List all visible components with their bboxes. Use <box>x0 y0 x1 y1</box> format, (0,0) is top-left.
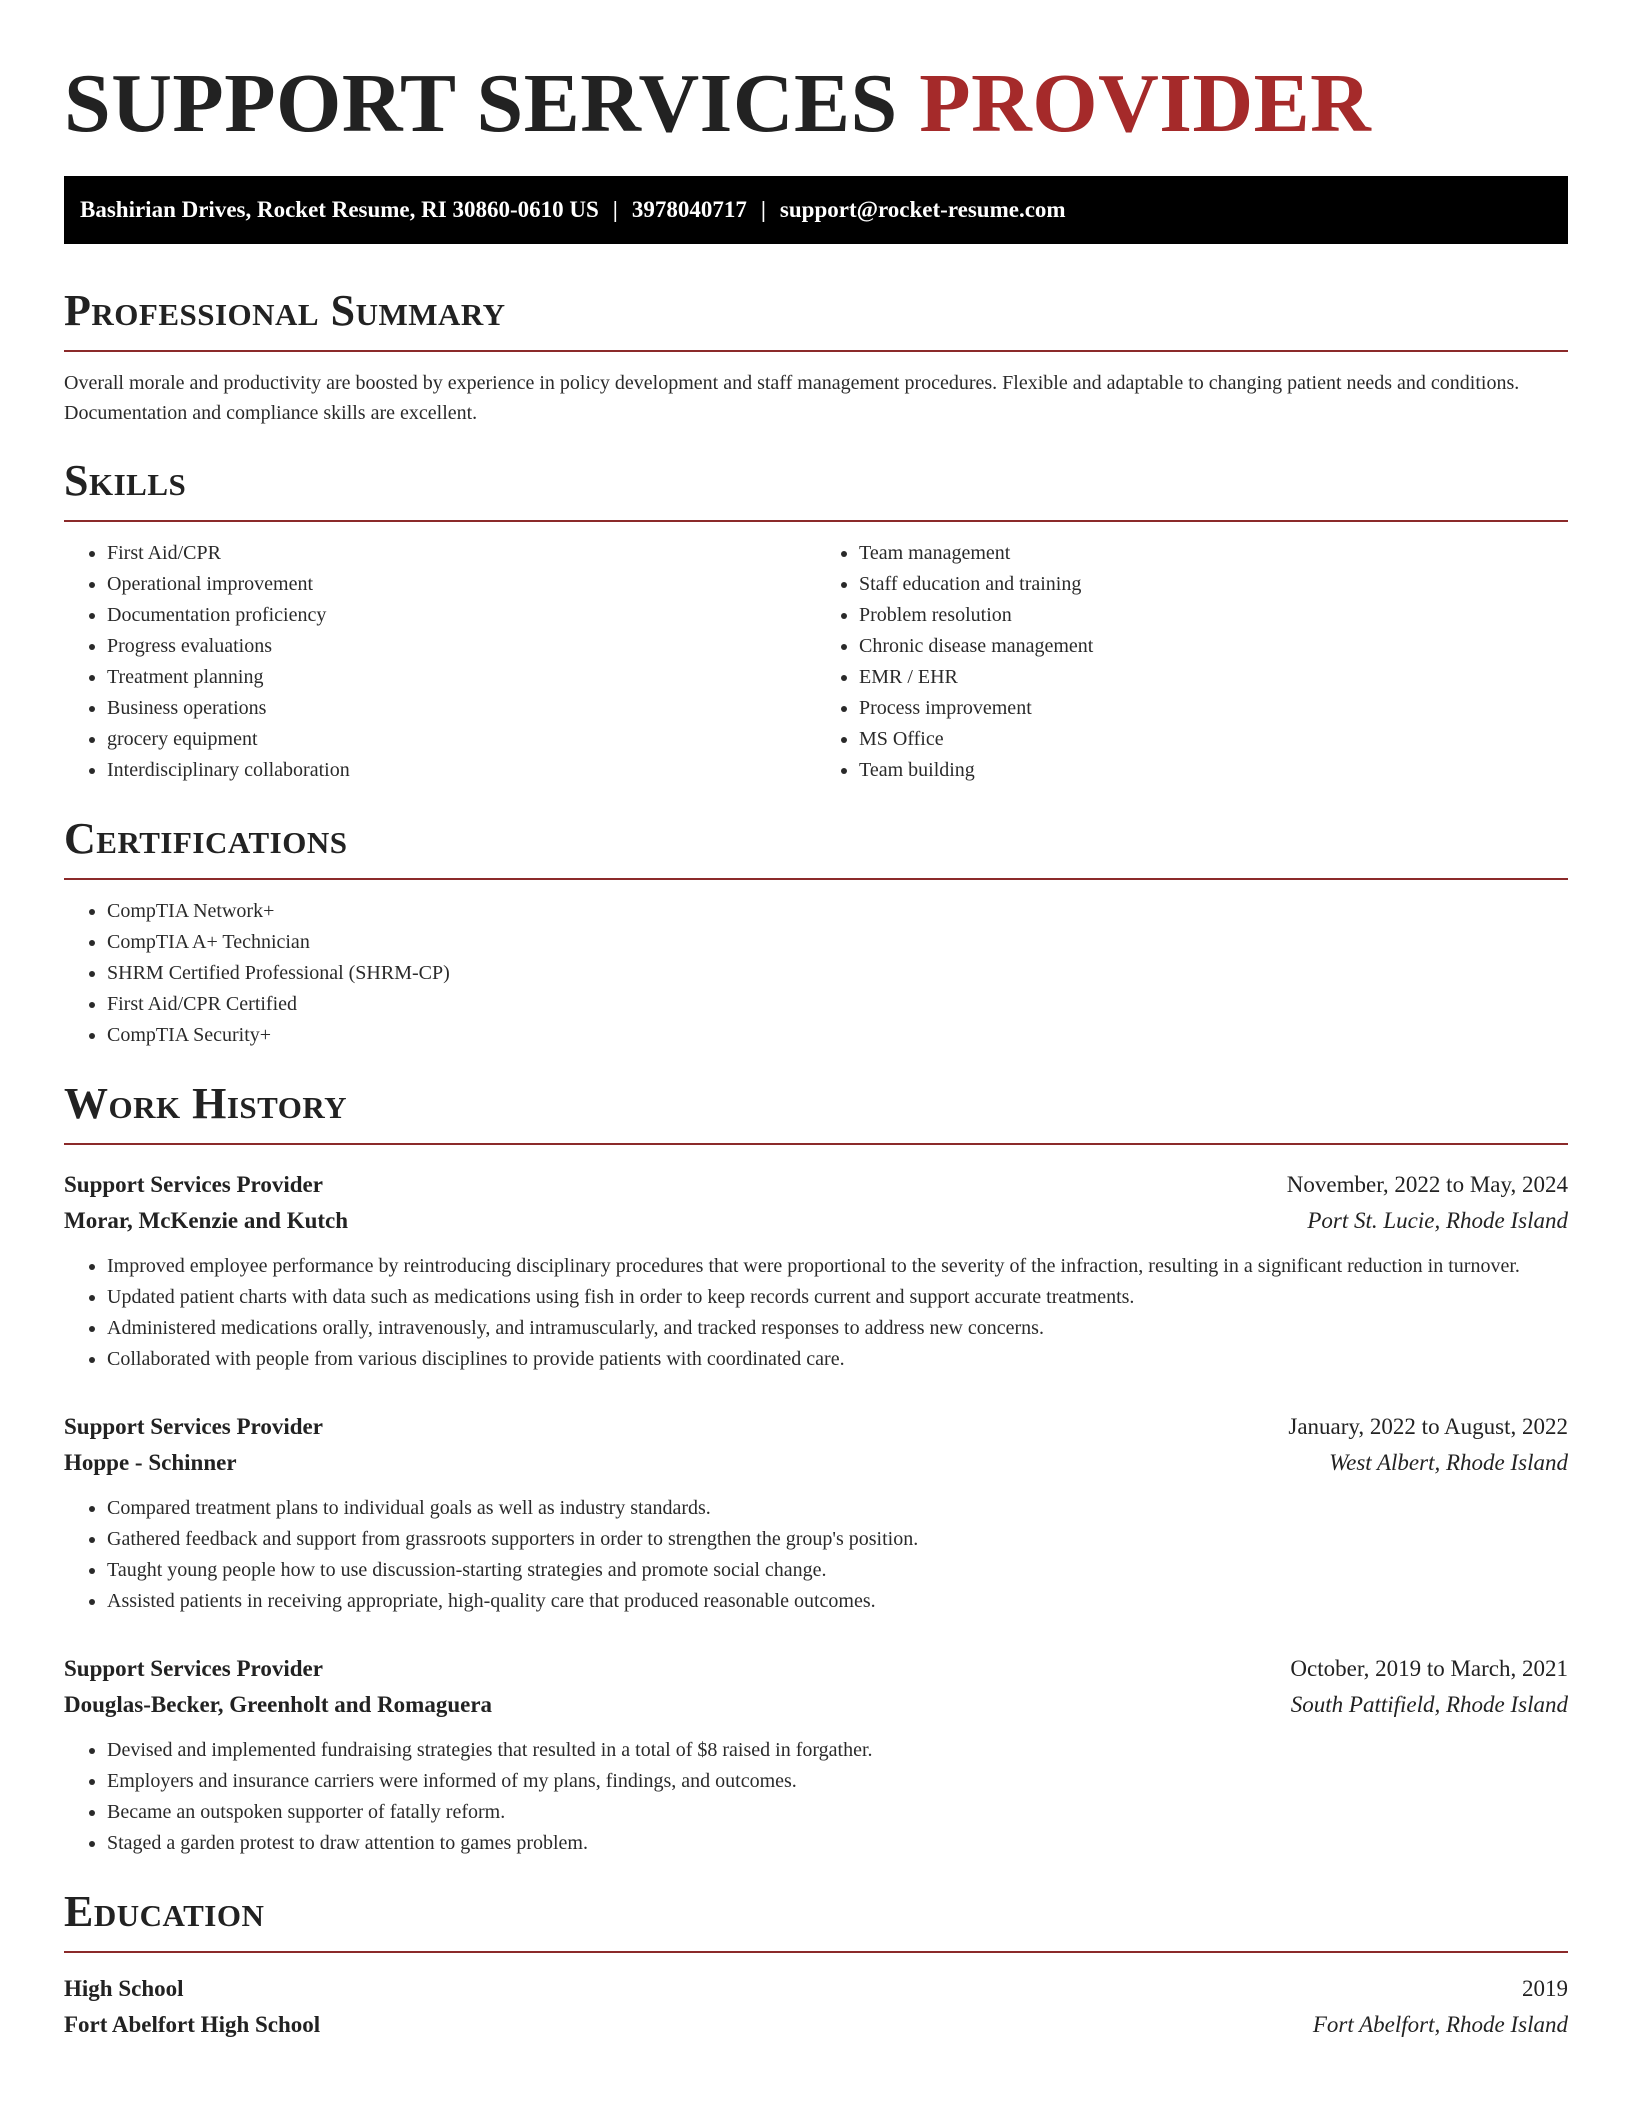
page-title <box>64 0 1568 150</box>
job-title-row <box>64 1409 1568 1445</box>
job-bullet: • Improved employee performance by reintroducing disciplinary procedures that were proportional to the severity of the infraction, resulting in a significant reduction in turnover. <box>107 1251 1568 1282</box>
job-title: Support Services Provider <box>64 1656 323 1681</box>
job-location: West Albert, Rhode Island <box>1329 1450 1568 1475</box>
skill-item: • First Aid/CPR <box>107 538 816 569</box>
job-title: Support Services Provider <box>64 1414 323 1439</box>
job-title-row <box>64 1167 1568 1203</box>
skill-item: • Process improvement <box>859 693 1568 724</box>
job-company-row <box>64 1445 1568 1481</box>
certification-item: • First Aid/CPR Certified <box>107 989 1568 1020</box>
job-bullet: • Devised and implemented fundraising strategies that resulted in a total of $8 raised in forgather. <box>107 1735 1568 1766</box>
education-location: Fort Abelfort, Rhode Island <box>1312 2012 1568 2037</box>
job-bullet: • Became an outspoken supporter of fatally reform. <box>107 1797 1568 1828</box>
job-bullet: • Compared treatment plans to individual goals as well as industry standards. <box>107 1493 1568 1524</box>
job-entry <box>64 1651 1568 1859</box>
certification-item: • CompTIA Network+ <box>107 896 1568 927</box>
summary-heading: Professional Summary <box>64 284 1568 352</box>
contact-separator: | <box>612 197 618 222</box>
skills-list-right <box>816 538 1568 786</box>
job-company: Douglas-Becker, Greenholt and Romaguera <box>64 1692 493 1717</box>
job-bullet: • Staged a garden protest to draw attention to games problem. <box>107 1828 1568 1859</box>
skill-item: • Team building <box>859 755 1568 786</box>
skill-item: • Progress evaluations <box>107 631 816 662</box>
job-location: Port St. Lucie, Rhode Island <box>1307 1208 1568 1233</box>
job-bullets <box>64 1735 1568 1859</box>
skills-list-left <box>64 538 816 786</box>
job-bullet: • Collaborated with people from various disciplines to provide patients with coordinated care. <box>107 1344 1568 1375</box>
skill-item: • MS Office <box>859 724 1568 755</box>
skill-item: • Problem resolution <box>859 600 1568 631</box>
contact-phone: 3978040717 <box>631 197 747 222</box>
skill-item: • Interdisciplinary collaboration <box>107 755 816 786</box>
job-bullets <box>64 1251 1568 1375</box>
job-bullet: • Administered medications orally, intravenously, and intramuscularly, and tracked responses to address new concerns. <box>107 1313 1568 1344</box>
job-company-row <box>64 1687 1568 1723</box>
job-bullets <box>64 1493 1568 1617</box>
job-company: Hoppe - Schinner <box>64 1450 237 1475</box>
contact-bar <box>64 176 1568 244</box>
job-bullet: • Gathered feedback and support from grassroots supporters in order to strengthen the group's position. <box>107 1524 1568 1555</box>
job-bullet: • Updated patient charts with data such as medications using fish in order to keep records current and support accurate treatments. <box>107 1282 1568 1313</box>
job-company-row <box>64 1203 1568 1239</box>
skills-grid <box>64 522 1568 786</box>
job-bullet: • Taught young people how to use discussion-starting strategies and promote social change. <box>107 1555 1568 1586</box>
job-entry <box>64 1409 1568 1617</box>
job-entry <box>64 1167 1568 1375</box>
education-heading: Education <box>64 1885 1568 1953</box>
skill-item: • grocery equipment <box>107 724 816 755</box>
work-history-heading: Work History <box>64 1077 1568 1145</box>
job-dates: November, 2022 to May, 2024 <box>1286 1172 1568 1197</box>
certification-item: • CompTIA A+ Technician <box>107 927 1568 958</box>
certifications-heading: Certifications <box>64 812 1568 880</box>
job-title: Support Services Provider <box>64 1172 323 1197</box>
skill-item: • Treatment planning <box>107 662 816 693</box>
education-degree: High School <box>64 1976 184 2001</box>
skill-item: • Team management <box>859 538 1568 569</box>
job-dates: January, 2022 to August, 2022 <box>1288 1414 1568 1439</box>
education-year: 2019 <box>1522 1976 1568 2001</box>
contact-email: support@rocket-resume.com <box>779 197 1066 222</box>
skill-item: • Operational improvement <box>107 569 816 600</box>
education-entry <box>64 1971 1568 2043</box>
certifications-list <box>64 896 1568 1051</box>
summary-text: Overall morale and productivity are boosted by experience in policy development and staff management procedures. Flexible and adaptable to changing patient needs and conditions. Documentation and compliance skills are excellent. <box>64 372 1520 424</box>
skill-item: • Chronic disease management <box>859 631 1568 662</box>
contact-separator: | <box>760 197 766 222</box>
job-company: Morar, McKenzie and Kutch <box>64 1208 349 1233</box>
skill-item: • Staff education and training <box>859 569 1568 600</box>
contact-address: Bashirian Drives, Rocket Resume, RI 30860-0610 US <box>80 197 599 222</box>
job-location: South Pattifield, Rhode Island <box>1290 1692 1568 1717</box>
skill-item: • Documentation proficiency <box>107 600 816 631</box>
education-degree-row <box>64 1971 1568 2007</box>
certification-item: • CompTIA Security+ <box>107 1020 1568 1051</box>
education-school: Fort Abelfort High School <box>64 2012 321 2037</box>
certification-item: • SHRM Certified Professional (SHRM-CP) <box>107 958 1568 989</box>
skills-heading: Skills <box>64 454 1568 522</box>
job-title-row <box>64 1651 1568 1687</box>
skill-item: • Business operations <box>107 693 816 724</box>
education-school-row <box>64 2007 1568 2043</box>
title-main: SUPPORT SERVICES <box>64 57 898 150</box>
skill-item: • EMR / EHR <box>859 662 1568 693</box>
title-accent: PROVIDER <box>919 57 1372 150</box>
job-bullet: • Employers and insurance carriers were informed of my plans, findings, and outcomes. <box>107 1766 1568 1797</box>
job-dates: October, 2019 to March, 2021 <box>1290 1656 1568 1681</box>
job-bullet: • Assisted patients in receiving appropriate, high-quality care that produced reasonable outcomes. <box>107 1586 1568 1617</box>
